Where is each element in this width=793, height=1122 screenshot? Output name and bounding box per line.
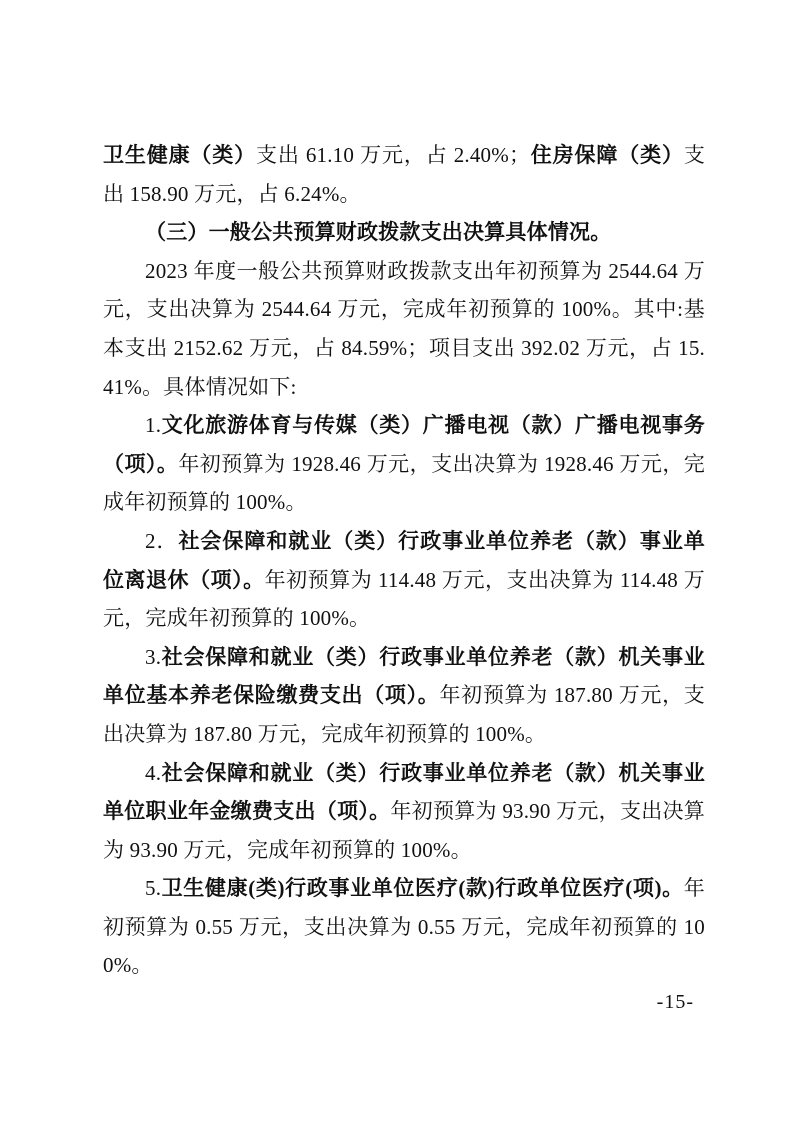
item-title: 文化旅游体育与传媒（类）广播电视（款）广播电视事务（项）。 bbox=[103, 413, 705, 476]
text-segment: 支出 61.10 万元，占 2.40%； bbox=[256, 143, 531, 167]
paragraph-item-5 bbox=[103, 869, 705, 985]
item-detail: 年初预算为 114.48 万元，支出决算为 114.48 万元，完成年初预算的 100%。 bbox=[103, 567, 705, 631]
text-segment: 2023 年度一般公共预算财政拨款支出年初预算为 2544.64 万元，支出决算为 2544.64 万元，完成年初预算的 100%。其中:基本支出 2152.62 万元，占 84.59%；项目支出 392.02 万元，占 15.41%。具体情况如下: bbox=[103, 258, 705, 399]
document-body bbox=[103, 136, 705, 985]
text-segment: 住房保障（类） bbox=[530, 143, 684, 167]
item-number: 4. bbox=[145, 760, 162, 785]
text-segment: （三）一般公共预算财政拨款支出决算具体情况。 bbox=[145, 220, 612, 245]
paragraph-item-4 bbox=[103, 754, 705, 870]
item-title: 卫生健康(类)行政事业单位医疗(款)行政单位医疗(项)。 bbox=[161, 876, 684, 901]
paragraph-budget-overview bbox=[103, 252, 705, 406]
item-title: 社会保障和就业（类）行政事业单位养老（款）机关事业单位职业年金缴费支出（项）。 bbox=[103, 760, 705, 824]
section-heading bbox=[103, 213, 705, 252]
paragraph-item-1 bbox=[103, 406, 705, 522]
item-number: 5. bbox=[145, 876, 162, 901]
item-title: 社会保障和就业（类）行政事业单位养老（款）机关事业单位基本养老保险缴费支出（项）。 bbox=[103, 644, 705, 708]
item-detail: 支出决算为 187.80 万元，完成年初预算的 100%。 bbox=[103, 683, 705, 746]
item-detail: 年初预算为 0.55 万元，支出决算为 0.55 万元，完成年初预算的 100%。 bbox=[103, 876, 705, 978]
text-segment: 卫生健康（类） bbox=[103, 143, 256, 167]
item-number: 2． bbox=[145, 528, 179, 553]
item-detail: 年初预算为 1928.46 万元，支出决算为 1928.46 万元，完成年初预算的 100%。 bbox=[103, 451, 705, 515]
paragraph-carryover-expense-summary bbox=[103, 136, 705, 213]
item-detail: 年初预算为 187.80 万元， bbox=[439, 683, 684, 708]
item-number: 3. bbox=[145, 644, 162, 669]
item-detail: 年初预算为 93.90 万元，支出决算为 93.90 万元，完成年初预算的 100%。 bbox=[103, 799, 705, 862]
paragraph-item-2 bbox=[103, 522, 705, 638]
text-segment: 支出 158.90 万元，占 6.24%。 bbox=[103, 143, 706, 206]
item-number: 1. bbox=[145, 413, 162, 438]
page-number: -15- bbox=[656, 991, 694, 1013]
item-title: 社会保障和就业（类）行政事业单位养老（款）事业单位离退休（项）。 bbox=[103, 528, 705, 592]
paragraph-item-3 bbox=[103, 638, 705, 754]
